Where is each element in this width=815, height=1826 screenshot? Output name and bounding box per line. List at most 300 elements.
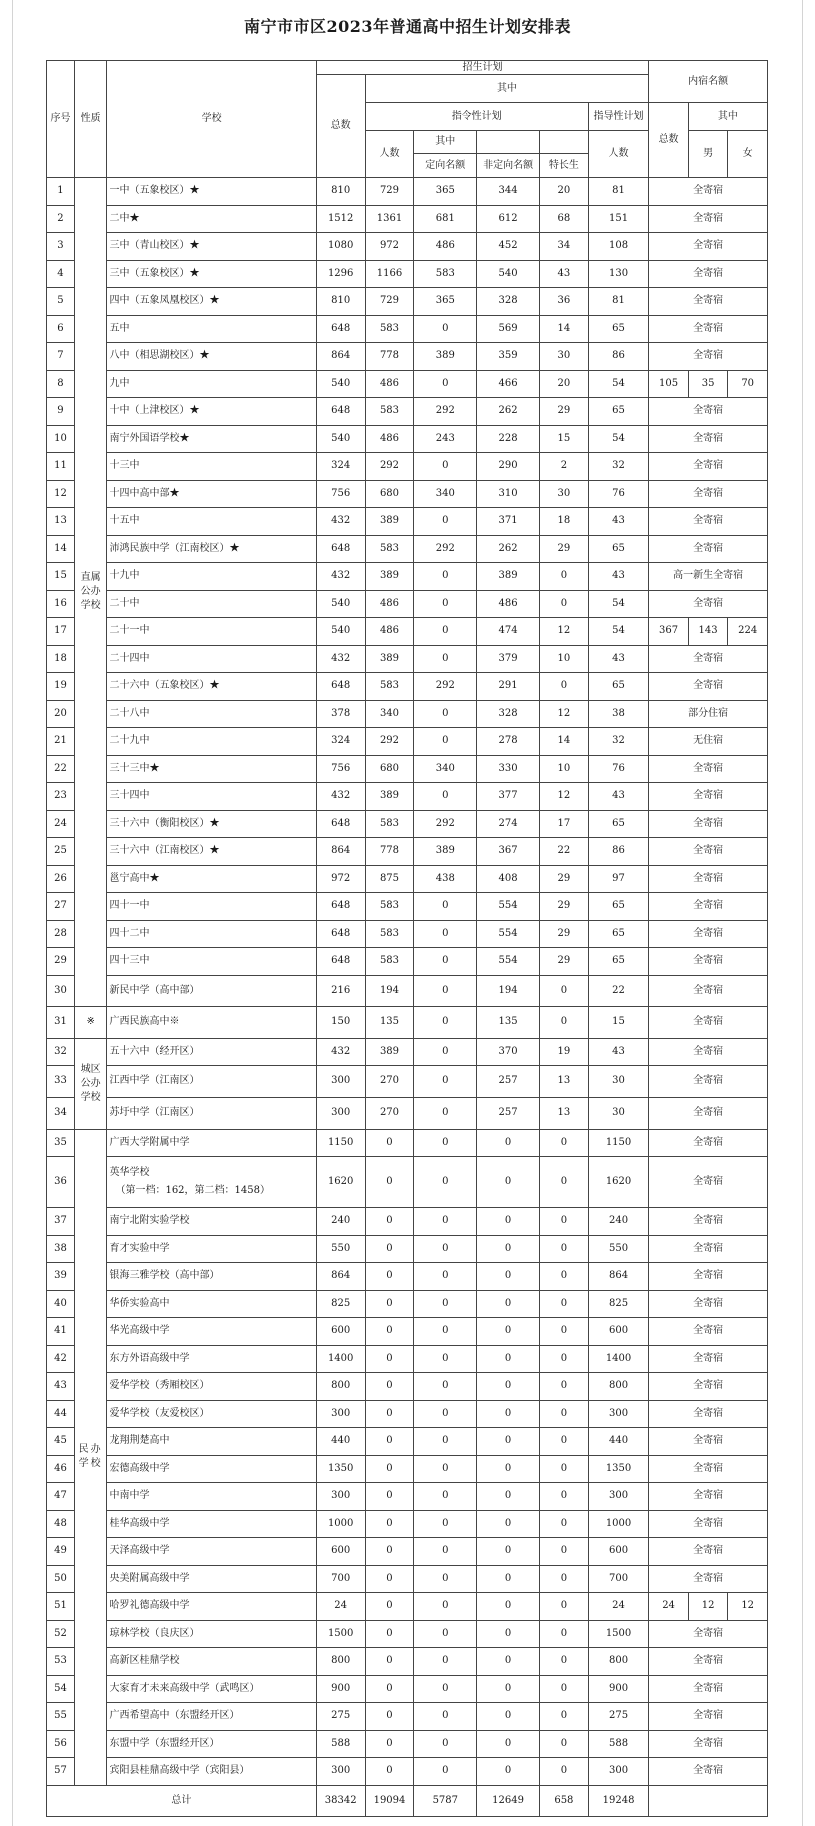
row-boarding: 全寄宿 [649,1007,768,1039]
table-row [47,1675,768,1703]
row-people: 0 [365,1483,414,1511]
row-people: 270 [365,1097,414,1129]
row-seq: 3 [47,233,75,261]
row-people: 729 [365,288,414,316]
row-seq: 35 [47,1129,75,1157]
row-people: 875 [365,865,414,893]
row-people: 0 [365,1208,414,1236]
row-total: 440 [316,1428,365,1456]
row-people: 486 [365,370,414,398]
row-dir-quota: 0 [414,1290,477,1318]
row-school: 中南中学 [107,1483,316,1511]
table-row [47,1455,768,1483]
row-boarding: 全寄宿 [649,810,768,838]
row-guide: 800 [588,1373,649,1401]
row-guide: 800 [588,1648,649,1676]
row-nondir-quota: 0 [477,1157,540,1208]
row-boarding: 全寄宿 [649,315,768,343]
row-boarding: 全寄宿 [649,480,768,508]
row-people: 486 [365,425,414,453]
row-total: 900 [316,1675,365,1703]
row-seq: 8 [47,370,75,398]
table-row [47,1428,768,1456]
row-dir-quota: 0 [414,1345,477,1373]
row-total: 800 [316,1373,365,1401]
row-dir-quota: 583 [414,260,477,288]
row-people: 972 [365,233,414,261]
row-people: 0 [365,1157,414,1208]
row-guide: 43 [588,508,649,536]
row-nondir-quota: 612 [477,205,540,233]
row-special: 0 [539,1703,588,1731]
table-row [47,1620,768,1648]
row-special: 0 [539,1730,588,1758]
table-row [47,1007,768,1039]
row-boarding: 全寄宿 [649,1648,768,1676]
row-nondir-quota: 135 [477,1007,540,1039]
table-row [47,480,768,508]
row-nondir-quota: 0 [477,1758,540,1786]
row-total: 324 [316,453,365,481]
table-row [47,1373,768,1401]
row-people: 778 [365,838,414,866]
row-boarding: 全寄宿 [649,1038,768,1066]
row-people: 389 [365,508,414,536]
row-special: 34 [539,233,588,261]
row-dir-quota: 292 [414,535,477,563]
row-dir-quota: 292 [414,810,477,838]
row-nondir-quota: 257 [477,1066,540,1098]
row-boarding: 全寄宿 [649,590,768,618]
row-people: 0 [365,1318,414,1346]
row-special: 12 [539,783,588,811]
row-total: 300 [316,1758,365,1786]
row-school: 宾阳县桂鼎高级中学（宾阳县） [107,1758,316,1786]
row-boarding: 全寄宿 [649,205,768,233]
row-nondir-quota: 0 [477,1730,540,1758]
table-row [47,1129,768,1157]
table-row [47,700,768,728]
table-row [47,755,768,783]
row-nondir-quota: 474 [477,618,540,646]
row-school: 华侨实验高中 [107,1290,316,1318]
row-dir-quota: 0 [414,508,477,536]
row-total: 300 [316,1400,365,1428]
row-people: 0 [365,1510,414,1538]
row-total: 972 [316,865,365,893]
row-special: 14 [539,315,588,343]
table-row [47,233,768,261]
row-seq: 15 [47,563,75,591]
row-special: 20 [539,370,588,398]
table-row [47,590,768,618]
header-nondir-cell [477,131,540,178]
row-guide: 864 [588,1263,649,1291]
totals-dir: 5787 [414,1785,477,1816]
row-nondir-quota: 0 [477,1703,540,1731]
row-special: 0 [539,673,588,701]
row-boarding: 全寄宿 [649,1758,768,1786]
row-school: 南宁外国语学校★ [107,425,316,453]
row-dir-quota: 0 [414,1157,477,1208]
row-guide: 97 [588,865,649,893]
row-nondir-quota: 0 [477,1620,540,1648]
row-seq: 51 [47,1593,75,1621]
row-guide: 1400 [588,1345,649,1373]
row-guide: 76 [588,480,649,508]
row-guide: 1000 [588,1510,649,1538]
row-dir-quota: 0 [414,1758,477,1786]
row-people: 0 [365,1455,414,1483]
row-dir-quota: 0 [414,453,477,481]
row-special: 0 [539,1538,588,1566]
table-row [47,178,768,206]
row-total: 1620 [316,1157,365,1208]
row-special: 0 [539,1593,588,1621]
row-dir-quota: 486 [414,233,477,261]
row-nondir-quota: 540 [477,260,540,288]
row-boarding: 全寄宿 [649,260,768,288]
row-special: 0 [539,1290,588,1318]
row-seq: 23 [47,783,75,811]
row-dir-quota: 0 [414,563,477,591]
table-row [47,1097,768,1129]
row-school: 广西大学附属中学 [107,1129,316,1157]
table-body [47,178,768,1817]
row-boarding: 高一新生全寄宿 [649,563,768,591]
row-people: 0 [365,1675,414,1703]
table-row [47,315,768,343]
table-row [47,1235,768,1263]
row-guide: 65 [588,535,649,563]
row-guide: 900 [588,1675,649,1703]
row-dir-quota: 389 [414,838,477,866]
row-school: 哈罗礼德高级中学 [107,1593,316,1621]
header-directive: 指令性计划 [365,103,588,131]
row-total: 1500 [316,1620,365,1648]
row-people: 680 [365,755,414,783]
row-people: 729 [365,178,414,206]
row-total: 432 [316,645,365,673]
row-people: 0 [365,1235,414,1263]
row-nondir-quota: 328 [477,700,540,728]
row-dir-quota: 0 [414,645,477,673]
row-dir-quota: 292 [414,673,477,701]
row-nondir-quota: 0 [477,1290,540,1318]
row-guide: 24 [588,1593,649,1621]
table-row [47,1510,768,1538]
table-row [47,1157,768,1208]
row-dir-quota: 0 [414,1648,477,1676]
row-seq: 7 [47,343,75,371]
row-boarding-female: 224 [728,618,768,646]
row-nondir-quota: 278 [477,728,540,756]
table-row [47,260,768,288]
row-special: 0 [539,1373,588,1401]
row-nondir-quota: 291 [477,673,540,701]
totals-label: 总计 [47,1785,317,1816]
row-school: 十三中 [107,453,316,481]
row-nondir-quota: 359 [477,343,540,371]
row-nondir-quota: 310 [477,480,540,508]
row-nondir-quota: 330 [477,755,540,783]
row-nondir-quota: 377 [477,783,540,811]
table-row [47,1538,768,1566]
nature-private: 民办学校 [74,1129,107,1785]
row-people: 0 [365,1373,414,1401]
row-seq: 1 [47,178,75,206]
row-total: 1296 [316,260,365,288]
row-people: 0 [365,1565,414,1593]
table-row [47,1483,768,1511]
row-school: 十五中 [107,508,316,536]
row-seq: 57 [47,1758,75,1786]
row-total: 432 [316,508,365,536]
row-total: 648 [316,398,365,426]
row-dir-quota: 389 [414,343,477,371]
row-nondir-quota: 0 [477,1565,540,1593]
row-nondir-quota: 0 [477,1129,540,1157]
row-nondir-quota: 0 [477,1593,540,1621]
row-nondir-quota: 389 [477,563,540,591]
row-total: 1400 [316,1345,365,1373]
row-special: 18 [539,508,588,536]
row-school: 江西中学（江南区） [107,1066,316,1098]
row-guide: 65 [588,920,649,948]
row-school: 十中（上津校区）★ [107,398,316,426]
enrollment-plan-table [46,60,768,1817]
header-people: 人数 [365,131,414,178]
row-dir-quota: 0 [414,783,477,811]
row-people: 0 [365,1263,414,1291]
row-special: 0 [539,1428,588,1456]
table-row [47,865,768,893]
row-seq: 6 [47,315,75,343]
row-total: 432 [316,563,365,591]
row-seq: 9 [47,398,75,426]
row-dir-quota: 0 [414,1235,477,1263]
header-directive-of-which: 其中 [414,131,476,154]
row-seq: 18 [47,645,75,673]
row-dir-quota: 0 [414,1038,477,1066]
row-school: 二十一中 [107,618,316,646]
row-nondir-quota: 228 [477,425,540,453]
row-school: 五中 [107,315,316,343]
header-plan: 招生计划 [316,61,649,75]
row-guide: 300 [588,1400,649,1428]
row-guide: 700 [588,1565,649,1593]
row-boarding: 全寄宿 [649,783,768,811]
row-seq: 26 [47,865,75,893]
row-school: 三十四中 [107,783,316,811]
row-school: 邕宁高中★ [107,865,316,893]
row-special: 2 [539,453,588,481]
row-school: 十九中 [107,563,316,591]
row-guide: 588 [588,1730,649,1758]
row-special: 29 [539,535,588,563]
nature-city-public: 城区公办学校 [74,1038,107,1129]
row-boarding: 全寄宿 [649,1455,768,1483]
row-people: 583 [365,893,414,921]
row-boarding: 全寄宿 [649,288,768,316]
header-female: 女 [728,131,768,178]
row-seq: 13 [47,508,75,536]
table-row [47,838,768,866]
row-nondir-quota: 0 [477,1483,540,1511]
row-dir-quota: 340 [414,480,477,508]
row-boarding: 全寄宿 [649,453,768,481]
row-dir-quota: 0 [414,700,477,728]
row-special: 12 [539,700,588,728]
row-nondir-quota: 0 [477,1400,540,1428]
row-dir-quota: 340 [414,755,477,783]
row-people: 292 [365,728,414,756]
row-dir-quota: 243 [414,425,477,453]
row-nondir-quota: 257 [477,1097,540,1129]
row-school [107,1157,316,1208]
row-dir-quota: 0 [414,1066,477,1098]
row-total: 240 [316,1208,365,1236]
header-boarding-total: 总数 [649,103,689,178]
row-school: 二十六中（五象校区）★ [107,673,316,701]
table-row [47,893,768,921]
row-seq: 5 [47,288,75,316]
row-guide: 275 [588,1703,649,1731]
table-row [47,1263,768,1291]
row-nondir-quota: 328 [477,288,540,316]
row-special: 17 [539,810,588,838]
row-guide: 108 [588,233,649,261]
table-row [47,618,768,646]
row-boarding: 全寄宿 [649,920,768,948]
row-dir-quota: 0 [414,728,477,756]
row-boarding: 全寄宿 [649,673,768,701]
row-seq: 22 [47,755,75,783]
row-boarding: 全寄宿 [649,975,768,1007]
row-nondir-quota: 290 [477,453,540,481]
header-male: 男 [688,131,728,178]
table-row [47,205,768,233]
row-school: 五十六中（经开区） [107,1038,316,1066]
table-row [47,645,768,673]
row-boarding: 全寄宿 [649,425,768,453]
row-total: 540 [316,618,365,646]
row-nondir-quota: 262 [477,535,540,563]
row-seq: 10 [47,425,75,453]
row-nondir-quota: 0 [477,1318,540,1346]
row-special: 10 [539,755,588,783]
row-special: 14 [539,728,588,756]
row-school: 九中 [107,370,316,398]
row-seq: 11 [47,453,75,481]
row-school: 三十六中（江南校区）★ [107,838,316,866]
row-nondir-quota: 554 [477,948,540,976]
row-guide: 30 [588,1097,649,1129]
row-people: 0 [365,1593,414,1621]
row-special: 0 [539,1007,588,1039]
row-guide: 54 [588,590,649,618]
table-row [47,1318,768,1346]
row-dir-quota: 0 [414,975,477,1007]
row-school: 新民中学（高中部） [107,975,316,1007]
header-special: 特长生 [548,160,579,171]
row-people: 135 [365,1007,414,1039]
row-boarding-male: 143 [688,618,728,646]
row-dir-quota: 0 [414,920,477,948]
row-boarding: 全寄宿 [649,508,768,536]
row-guide: 65 [588,810,649,838]
row-people: 680 [365,480,414,508]
row-seq: 16 [47,590,75,618]
row-dir-quota: 0 [414,1675,477,1703]
row-dir-quota: 0 [414,1510,477,1538]
row-seq: 52 [47,1620,75,1648]
row-school: 大家育才未来高级中学（武鸣区） [107,1675,316,1703]
row-total: 540 [316,425,365,453]
row-seq: 47 [47,1483,75,1511]
row-school: 二十八中 [107,700,316,728]
row-seq: 14 [47,535,75,563]
row-total: 810 [316,178,365,206]
row-total: 432 [316,1038,365,1066]
row-special: 10 [539,645,588,673]
row-total: 648 [316,810,365,838]
row-people: 0 [365,1345,414,1373]
row-nondir-quota: 0 [477,1510,540,1538]
row-guide: 1500 [588,1620,649,1648]
row-boarding: 全寄宿 [649,1538,768,1566]
row-people: 583 [365,920,414,948]
row-nondir-quota: 371 [477,508,540,536]
row-school: 广西民族高中※ [107,1007,316,1039]
row-dir-quota: 0 [414,1318,477,1346]
row-boarding: 全寄宿 [649,1345,768,1373]
row-total: 24 [316,1593,365,1621]
row-nondir-quota: 452 [477,233,540,261]
row-boarding: 全寄宿 [649,1675,768,1703]
row-seq: 17 [47,618,75,646]
row-total: 648 [316,673,365,701]
row-nondir-quota: 486 [477,590,540,618]
header-of-which: 其中 [365,75,649,103]
row-special: 0 [539,1455,588,1483]
row-dir-quota: 0 [414,1593,477,1621]
table-row [47,1038,768,1066]
row-total: 300 [316,1483,365,1511]
row-guide: 600 [588,1318,649,1346]
row-guide: 825 [588,1290,649,1318]
row-nondir-quota: 554 [477,893,540,921]
row-nondir-quota: 370 [477,1038,540,1066]
row-dir-quota: 0 [414,1007,477,1039]
row-special: 0 [539,1648,588,1676]
row-boarding: 全寄宿 [649,1483,768,1511]
row-guide: 65 [588,315,649,343]
row-people: 340 [365,700,414,728]
nature-direct-public: 直属公办学校 [74,178,107,1007]
row-guide: 22 [588,975,649,1007]
row-boarding: 全寄宿 [649,1565,768,1593]
row-total: 300 [316,1097,365,1129]
table-row [47,728,768,756]
row-school: 三十三中★ [107,755,316,783]
row-boarding: 全寄宿 [649,838,768,866]
row-boarding: 全寄宿 [649,1157,768,1208]
row-nondir-quota: 554 [477,920,540,948]
totals-special: 658 [539,1785,588,1816]
row-guide: 65 [588,948,649,976]
row-seq: 36 [47,1157,75,1208]
